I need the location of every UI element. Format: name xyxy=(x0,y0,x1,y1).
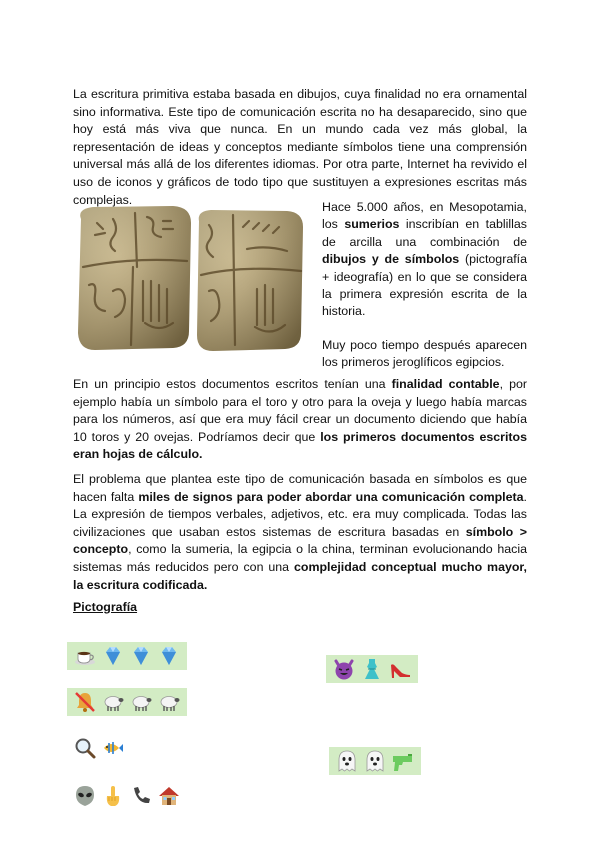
water-gun-icon xyxy=(391,749,415,773)
text-run: . La expresión de tiempos verbales, adjetivos, etc. era muy complicada. Todas las civilizaciones que usaban estos sistemas de escritura basadas en xyxy=(73,489,527,539)
clay-tablets-image xyxy=(73,205,309,353)
sheep-icon xyxy=(101,690,125,714)
text-run: , como la sumeria, la egipcia o la china, terminan evolucionando hacia sistemas más reducidos pero con una xyxy=(73,542,527,574)
emoji-row-4 xyxy=(67,782,187,810)
sumerian-text-column xyxy=(322,199,527,372)
right-tablet xyxy=(197,210,303,351)
pictografia-heading: Pictografía xyxy=(73,600,138,614)
bold-run: miles de signos para poder abordar una comunicación completa xyxy=(138,489,524,504)
emoji-row-6 xyxy=(329,747,421,775)
text-run: inscribían en tablillas de arcilla una combinación de xyxy=(322,217,527,249)
bold-run: sumerios xyxy=(344,217,400,232)
problem-paragraph xyxy=(73,471,527,594)
devil-icon xyxy=(332,657,356,681)
left-tablet xyxy=(78,206,191,350)
fish-icon xyxy=(101,736,125,760)
diamond-icon xyxy=(101,644,125,668)
intro-paragraph: La escritura primitiva estaba basada en dibujos, cuya finalidad no era ornamental sino informativa. Este tipo de comunicación escrita no ha desaparecido, sino que hoy está más viva que nunca. En un mundo cada vez más global, la representación de ideas y conceptos mediante símbolos tiene una comprensión universal más allá de los diferentes idiomas. Por otra parte, Internet ha revivido el uso de iconos y gráficos de todo tipo que sustituyen a expresiones escritas más complejas. xyxy=(73,87,527,207)
diamond-icon xyxy=(157,644,181,668)
accounting-paragraph xyxy=(73,376,527,464)
bold-run: complejidad conceptual mucho mayor, la escritura codificada. xyxy=(73,559,528,592)
text-run: En un principio estos documentos escritos tenían una xyxy=(73,377,392,391)
pointing-finger-icon xyxy=(101,784,125,808)
dress-icon xyxy=(360,657,384,681)
bold-run: dibujos y de símbolos xyxy=(322,252,460,267)
text-run: El problema que plantea este tipo de comunicación basada en símbolos es que hacen falta xyxy=(73,472,527,504)
text-run: (pictografía + ideografía) en lo que se considera la primera expresión escrita de la historia. xyxy=(322,252,527,319)
text-run: Hace 5.000 años, en Mesopotamia, los xyxy=(322,200,527,232)
text-run: , por ejemplo había un símbolo para el toro y otro para la oveja y luego había marcas para los números, así que era muy fácil crear un documento diciendo que había 10 toros y 20 ovejas. Podríamos decir que xyxy=(73,377,527,444)
emoji-row-3 xyxy=(67,734,131,762)
phone-icon xyxy=(129,784,153,808)
emoji-row-2 xyxy=(67,688,187,716)
sheep-icon xyxy=(129,690,153,714)
sheep-icon xyxy=(157,690,181,714)
ghost-icon xyxy=(363,749,387,773)
bold-run: símbolo > concepto xyxy=(73,524,527,557)
ghost-icon xyxy=(335,749,359,773)
house-icon xyxy=(157,784,181,808)
coffee-icon xyxy=(73,644,97,668)
sumerian-paragraph xyxy=(322,199,527,321)
high-heel-icon xyxy=(388,657,412,681)
magnifier-icon xyxy=(73,736,97,760)
alien-icon xyxy=(73,784,97,808)
bold-run: finalidad contable xyxy=(391,377,500,391)
egyptian-paragraph: Muy poco tiempo después aparecen los primeros jeroglíficos egipcios. xyxy=(322,337,527,370)
no-bell-icon xyxy=(73,690,97,714)
bold-run: los primeros documentos escritos eran hojas de cálculo. xyxy=(73,429,527,462)
emoji-row-5 xyxy=(326,655,418,683)
emoji-row-1 xyxy=(67,642,187,670)
diamond-icon xyxy=(129,644,153,668)
